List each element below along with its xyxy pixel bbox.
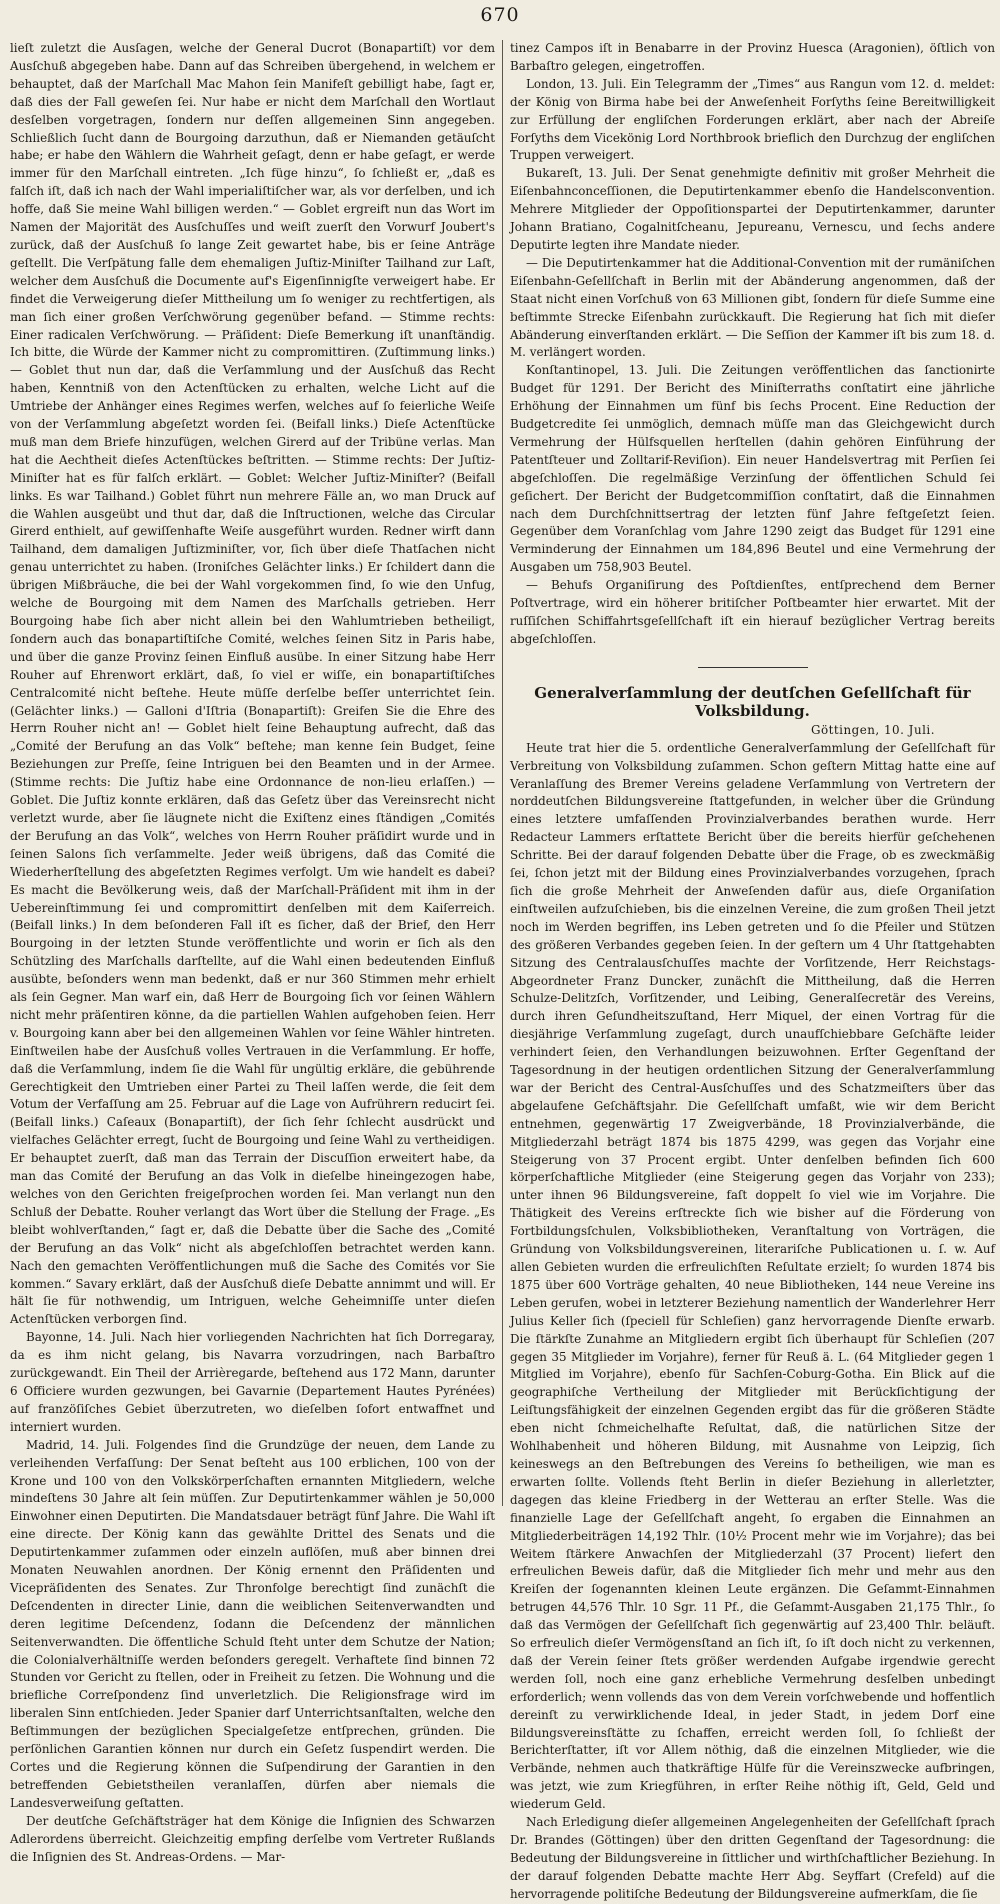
article-paragraph: London, 13. Juli. Ein Telegramm der „Times“ aus Rangun vom 12. d. meldet: der König von Birma habe bei der Anweſenheit Forſyths ſeine Bereitwilligkeit zur Erfüllung der engliſchen Forderungen erklärt, aber nach der Abreiſe Forſyths dem Vicekönig Lord Northbrook brieflich den Durchzug der engliſchen Truppen verweigert.	[510, 76, 995, 163]
article-paragraph: — Behufs Organiſirung des Poſtdienſtes, entſprechend dem Berner Poſtvertrage, wird ein höherer britiſcher Poſtbeamter hier erwartet. Mit der ruſſiſchen Schiffahrtsgeſellſchaft iſt ein hierauf bezüglicher Vertrag bereits abgeſchloſſen.	[510, 578, 995, 646]
article-paragraph: Nach Erledigung dieſer allgemeinen Angelegenheiten der Geſellſchaft ſprach Dr. Brandes (Göttingen) über den dritten Gegenſtand der Tagesordnung: die Bedeutung der Bildungsvereine in ſittlicher und wirthſchaftlicher Beziehung. In der darauf folgenden Debatte machte Herr Abg. Seyffart (Crefeld) auf die hervorragende politiſche Bedeutung der Bildungsvereine aufmerkſam, die ſie	[510, 1815, 995, 1901]
article-paragraph: lieſt zuletzt die Ausſagen, welche der General Ducrot (Bonapartiſt) vor dem Ausſchuß abgegeben habe. Dann auf das Schreiben übergehend, in welchem er behauptet, daß der Marſchall Mac Mahon ſein Manifeſt gebilligt habe, ſagt er, daß dies der Fall geweſen ſei. Nur habe er nicht dem Marſchall den Wortlaut desſelben vorgetragen, ſondern nur deſſen allgemeinen Sinn angegeben. Schließlich ſucht dann de Bourgoing darzuthun, daß er Niemanden getäuſcht habe; er habe den Wählern die Wahrheit geſagt, denn er habe geſagt, er werde immer für den Marſchall eintreten. „Ich füge hinzu“, ſo ſchließt er, „daß es falſch iſt, daß ich nach der Wahl imperialiſtiſcher war, als vor derſelben, und ich hoffe, daß Sie meine Wahl billigen werden.“ — Goblet ergreift nun das Wort im Namen der Majorität des Ausſchuſſes und weiſt zuerſt den Vorwurf Joubert's zurück, daß der Ausſchuß ſo lange Zeit gewartet habe, bis er ſeine Anträge geſtellt. Die Verſpätung falle dem ehemaligen Juſtiz-Miniſter Tailhand zur Laſt, welcher dem Ausſchuß die Documente auf's Eigenſinnigſte verweigert habe. Er findet die Verweigerung dieſer Mittheilung um ſo weniger zu rechtfertigen, als man ſich einer großen Verſchwörung gegenüber befand. — Stimme rechts: Einer radicalen Verſchwörung. — Präſident: Dieſe Bemerkung iſt unanſtändig. Ich bitte, die Würde der Kammer nicht zu compromittiren. (Zuſtimmung links.) — Goblet thut nun dar, daß die Verſammlung und der Ausſchuß das Recht haben, Kenntniß von den Actenſtücken zu erhalten, welche Licht auf die Umtriebe der Anhänger eines Regimes werfen, welches auf ſo feierliche Weiſe von der Verſammlung abgeſetzt worden ſei. (Beifall links.) Dieſe Actenſtücke muß man dem Briefe hinzufügen, welchen Girerd auf der Tribüne verlas. Man hat die Aechtheit dieſes Actenſtückes beſtritten. — Stimme rechts: Der Juſtiz-Miniſter hat es für falſch erklärt. — Goblet: Welcher Juſtiz-Miniſter? (Beifall links. Es war Tailhand.) Goblet führt nun mehrere Fälle an, wo man Druck auf die Wahlen ausgeübt und thut dar, daß die Inſtructionen, welche das Circular Girerd enthielt, auf gewiſſenhafte Weiſe ausgeführt wurden. Redner wirft dann Tailhand, dem damaligen Juſtizminiſter, vor, ſich über dieſe Thatſachen nicht genau unterrichtet zu haben. (Ironiſches Gelächter links.) Er ſchildert dann die übrigen Mißbräuche, die bei der Wahl vorgekommen ſind, ſo wie den Unfug, welche de Bourgoing mit dem Namen des Marſchalls getrieben. Herr Bourgoing habe ſich aber nicht allein bei den Wahlumtrieben betheiligt, ſondern auch das bonapartiſtiſche Comité, welches ſeinen Sitz in Paris habe, und über die ganze Provinz ſeinen Einfluß ausübe. In einer Sitzung habe Herr Rouher auf Ehrenwort erklärt, daß, ſo viel er wiſſe, ein bonapartiſtiſches Centralcomité nicht beſtehe. Heute müſſe derſelbe beſſer unterrichtet ſein. (Gelächter links.) — Galloni d'Iſtria (Bonapartiſt): Greifen Sie die Ehre des Herrn Rouher nicht an! — Goblet hielt ſeine Behauptung aufrecht, daß das „Comité der Berufung an das Volk“ beſtehe; man kenne ſein Budget, ſeine Beziehungen zur Preſſe, ſeine Intriguen bei den Beamten und in der Armee. (Stimme rechts: Die Juſtiz habe eine Ordonnance de non-lieu erlaſſen.) — Goblet. Die Juſtiz konnte erklären, daß das Geſetz über das Vereinsrecht nicht verletzt wurde, aber ſie läugnete nicht die Exiſtenz eines ſtändigen „Comités der Berufung an das Volk“, welches von Herrn Rouher präſidirt wurde und in ſeinen Salons ſich verſammelte. Jeder weiß übrigens, daß das Comité die Wiederherſtellung des abgeſetzten Regimes verfolgt. Um wie handelt es dabei? Es macht die Bevölkerung weis, daß der Marſchall-Präſident mit ihm in der Uebereinſtimmung ſei und compromittirt denſelben mit dem Kaiſerreich. (Beifall links.) In dem beſonderen Fall iſt es ſicher, daß der Brief, den Herr Bourgoing in der letzten Stunde veröffentlichte und worin er ſich als den Schützling des Marſchalls darſtellte, auf die Wahl einen bedeutenden Einfluß ausübte, beſonders wenn man bedenkt, daß er nur 360 Stimmen mehr erhielt als ſein Gegner. Man warf ein, daß Herr de Bourgoing ſich vor ſeinen Wählern nicht mehr präſentiren könne, da die partiellen Wahlen aufgehoben ſeien. Herr v. Bourgoing kann aber bei den allgemeinen Wahlen vor ſeine Wähler hintreten. Einſtweilen habe der Ausſchuß volles Vertrauen in die Verſammlung. Er hoffe, daß die Verſammlung, indem ſie die Wahl für ungültig erkläre, die gebührende Gerechtigkeit den Umtrieben einer Partei zu Theil laſſen werde, die ſeit dem Votum der Verfaſſung am 25. Februar auf die Lage von Aufrührern reducirt ſei. (Beifall links.) Caſeaux (Bonapartiſt), der ſich ſehr ſchlecht ausdrückt und vielfaches Gelächter erregt, ſucht de Bourgoing und ſeine Wahl zu vertheidigen. Er behauptet zuerſt, daß man das Terrain der Discuſſion erweitert habe, da man das Comité der Berufung an das Volk in dieſelbe hineingezogen habe, welches von den Gerichten freigeſprochen worden ſei. Man verlangt nun den Schluß der Debatte. Rouher verlangt das Wort über die Stellung der Frage. „Es bleibt wohlverſtanden,“ ſagt er, daß die Debatte über die Sache des „Comité der Berufung an das Volk“ nicht als abgeſchloſſen betrachtet werden kann. Nach den gemachten Veröffentlichungen muß die Sache des Comités vor Sie kommen.“ Savary erklärt, daß der Ausſchuß dieſe Debatte annimmt und will. Er hält ſie für nothwendig, um Intriguen, welche Geheimniſſe unter dieſen Actenſtücken verborgen ſind.	[10, 41, 495, 1327]
article-paragraph: Bayonne, 14. Juli. Nach hier vorliegenden Nachrichten hat ſich Dorregaray, da es ihm nicht gelang, bis Navarra vorzudringen, nach Barbaſtro zurückgewandt. Ein Theil der Arrièregarde, beſtehend aus 172 Mann, darunter 6 Officiere wurden gezwungen, bei Gavarnie (Departement Hautes Pyrénées) auf franzöſiſches Gebiet überzutreten, wo dieſelben ſofort entwaffnet und interniert wurden.	[10, 1330, 495, 1434]
right-column	[510, 40, 995, 1901]
column-divider	[502, 40, 503, 1506]
section-byline: Göttingen, 10. Juli.	[810, 722, 935, 737]
article-paragraph: tinez Campos iſt in Benabarre in der Provinz Huesca (Aragonien), öſtlich von Barbaſtro gelegen, eingetroffen.	[510, 41, 995, 73]
article-paragraph: Madrid, 14. Juli. Folgendes ſind die Grundzüge der neuen, dem Lande zu verleihenden Verfaſſung: Der Senat beſteht aus 100 erblichen, 100 von der Krone und 100 von den Volkskörperſchaften ernannten Mitgliedern, welche mindeſtens 30 Jahre alt ſein müſſen. Zur Deputirtenkammer wählen je 50,000 Einwohner einen Deputirten. Die Mandatsdauer beträgt fünf Jahre. Die Wahl iſt eine directe. Der König kann das gewählte Drittel des Senats und die Deputirtenkammer zuſammen oder einzeln auflöſen, muß aber binnen drei Monaten Neuwahlen anordnen. Der König ernennt den Präſidenten und Vicepräſidenten des Senates. Zur Thronfolge berechtigt ſind zunächſt die Deſcendenten in directer Linie, dann die weiblichen Seitenverwandten und deren legitime Deſcendenz, ſodann die Deſcendenz der männlichen Seitenverwandten. Die öffentliche Schuld ſteht unter dem Schutze der Nation; die Colonialverhältniſſe werden beſonders geregelt. Verhaftete ſind binnen 72 Stunden vor Gericht zu ſtellen, oder in Freiheit zu ſetzen. Die Wohnung und die briefliche Correſpondenz ſind unverletzlich. Die Religionsfrage wird im liberalen Sinn entſchieden. Jeder Spanier darf Unterrichtsanſtalten, welche den Beſtimmungen der bezüglichen Specialgeſetze entſprechen, gründen. Die perſönlichen Garantien können nur durch ein Geſetz ſuspendirt werden. Die Cortes und die Regierung können die Suſpendirung der Garantien in den betreffenden Gebietstheilen veranlaſſen, dürfen aber niemals die Landesverweiſung geſtatten.	[10, 1437, 495, 1810]
article-paragraph: Der deutſche Geſchäftsträger hat dem Könige die Inſignien des Schwarzen Adlerordens überreicht. Gleichzeitig empfing derſelbe vom Vertreter Rußlands die Inſignien des St. Andreas-Ordens. — Mar-	[10, 1813, 495, 1864]
section-separator	[698, 667, 808, 668]
left-column	[10, 40, 495, 1864]
section-heading: Generalverſammlung der deutſchen Geſellſchaft für Volksbildung.	[534, 683, 971, 720]
article-paragraph: Heute trat hier die 5. ordentliche Generalverſammlung der Geſellſchaft für Verbreitung von Volksbildung zuſammen. Schon geſtern Mittag hatte eine auf Veranlaſſung des Bremer Vereins geladene Verſammlung von Vertretern der norddeutſchen Bildungsvereine ſtattgefunden, in welcher über die Gründung eines letztere umfaſſenden Provinzialverbandes berathen wurde. Herr Redacteur Lammers erſtattete Bericht über die bereits hierfür geſchehenen Schritte. Bei der darauf folgenden Debatte über die Frage, ob es zweckmäßig ſei, ſchon jetzt mit der Bildung eines Provinzialverbandes vorzugehen, ſprach ſich die große Mehrheit der Anweſenden dafür aus, dieſe Organiſation einſtweilen aufzuſchieben, bis die einzelnen Vereine, die zum großen Theil jetzt noch im Werden begriffen, ins Leben getreten und ſo die Pfeiler und Stützen des größeren Verbandes gegeben ſeien. In der geſtern um 4 Uhr ſtattgehabten Sitzung des Centralausſchuſſes machte der Vorſitzende, Herr Reichstags-Abgeordneter Franz Duncker, zunächſt die Mittheilung, daß die Herren Schulze-Delitzſch, Vorſitzender, und Leibing, Generalſecretär des Vereins, durch ihren Geſundheitszuſtand, Herr Miquel, der einen Vortrag für die diesjährige Verſammlung zugeſagt, durch unaufſchiebbare Geſchäfte leider verhindert ſeien, den Verhandlungen beizuwohnen. Erſter Gegenſtand der Tagesordnung in der heutigen ordentlichen Sitzung der Generalverſammlung war der Bericht des Central-Ausſchuſſes und des Schatzmeiſters über das abgelaufene Geſchäftsjahr. Die Geſellſchaft umfaßt, wie wir dem Bericht entnehmen, gegenwärtig 17 Zweigverbände, 18 Provinzialverbände, die Mitgliederzahl beträgt 1874 bis 1875 4299, was gegen das Vorjahr eine Steigerung von 37 Procent ergibt. Unter denſelben befinden ſich 600 körperſchaftliche Mitglieder (eine Steigerung gegen das Vorjahr von 233); unter ihnen 96 Bildungsvereine, faſt doppelt ſo viel wie im Vorjahre. Die Thätigkeit des Vereins erſtreckte ſich wie bisher auf die Förderung von Fortbildungsſchulen, Volksbibliotheken, Veranſtaltung von Vorträgen, die Gründung von Volksbildungsvereinen, literariſche Publicationen u. ſ. w. Auf allen Gebieten wurden die erfreulichſten Reſultate erzielt; ſo wurden 1874 bis 1875 über 600 Vorträge gehalten, 40 neue Bibliotheken, 144 neue Vereine ins Leben gerufen, wobei in letzterer Beziehung namentlich der Wanderlehrer Herr Julius Keller ſich (ſpeciell für Schleſien) ganz hervorragende Dienſte erwarb. Die ſtärkſte Zunahme an Mitgliedern ergibt ſich überhaupt für Schleſien (207 gegen 35 Mitglieder im Vorjahre), ferner für Reuß ä. L. (64 Mitglieder gegen 1 Mitglied im Vorjahre), ebenſo für Sachſen-Coburg-Gotha. Ein Blick auf die geographiſche Vertheilung der Mitglieder mit Berückſichtigung der Leiſtungsfähigkeit der einzelnen Gegenden ergibt das für die größeren Städte eben nicht ſchmeichelhafte Reſultat, daß, die natürlichen Sitze der Wohlhabenheit und höheren Bildung, mit Ausnahme von Leipzig, ſich keineswegs an den Beſtrebungen des Vereins ſo betheiligen, wie man es erwarten ſollte. Vollends ſteht Berlin in dieſer Beziehung in allerletzter, dagegen das kleine Friedberg in der Wetterau an erſter Stelle. Was die finanzielle Lage der Geſellſchaft angeht, ſo ergaben die Einnahmen an Mitgliederbeiträgen 14,192 Thlr. (10½ Procent mehr wie im Vorjahre); das bei Weitem ſtärkere Anwachſen der Mitgliederzahl (37 Procent) liefert den erfreulichen Beweis dafür, daß die Mitglieder ſich mehr und mehr aus den Kreiſen der ſogenannten kleinen Leute ergänzen. Die Geſammt-Einnahmen betrugen 44,576 Thlr. 10 Sgr. 11 Pf., die Geſammt-Ausgaben 21,175 Thlr., ſo daß das Vermögen der Geſellſchaft ſich gegenwärtig auf 23,400 Thlr. beläuft. So erfreulich dieſer Vermögensſtand an ſich iſt, ſo iſt doch nicht zu verkennen, daß der Verein ſeiner ſtets größer werdenden Aufgabe irgendwie gerecht werden ſoll, noch eine ganz erhebliche Vermehrung desſelben unbedingt erforderlich; wenn vollends das von dem Verein vorſchwebende und hoffentlich dereinſt zu verwirklichende Ideal, in jeder Stadt, in jedem Dorf eine Bildungsvereinsſtätte zu ſchaffen, erreicht werden ſoll, ſo ſchließt der Berichterſtatter, iſt vor Allem nöthig, daß die einzelnen Mitglieder, wie die Verbände, nehmen auch thatkräftige Hülfe für die Vereinszwecke aufbringen, was jetzt, wie zum Kriegführen, in erſter Reihe nöthig iſt, Geld, Geld und wiederum Geld.	[510, 740, 995, 1812]
article-paragraph: — Die Deputirtenkammer hat die Additional-Convention mit der rumäniſchen Eiſenbahn-Geſellſchaft in Berlin mit der Abänderung angenommen, daß der Staat nicht einen Vorſchuß von 63 Millionen gibt, ſondern für dieſe Summe eine beſtimmte Strecke Eiſenbahn zurückkauft. Die Regierung hat ſich mit dieſer Abänderung einverſtanden erklärt. — Die Seſſion der Kammer iſt bis zum 18. d. M. verlängert worden.	[510, 255, 995, 360]
article-paragraph: Bukareſt, 13. Juli. Der Senat genehmigte definitiv mit großer Mehrheit die Eiſenbahnconceſſionen, die Deputirtenkammer ebenſo die Handelsconvention. Mehrere Mitglieder der Oppoſitionspartei der Deputirtenkammer, darunter Johann Bratiano, Cogalnitſcheanu, Jepureanu, Vernescu, und ſechs andere Deputirte legten ihre Mandate nieder.	[510, 166, 995, 252]
article-paragraph: Konſtantinopel, 13. Juli. Die Zeitungen veröffentlichen das ſanctionirte Budget für 1291. Der Bericht des Miniſterraths conſtatirt eine jährliche Erhöhung der Einnahmen um fünf bis ſechs Procent. Eine Reduction der Budgetcredite ſei unmöglich, demnach müſſe man das Gleichgewicht durch Vermehrung der Hülfsquellen herſtellen (dahin gehören Einführung der Patentſteuer und Zolltarif-Reviſion). Ein neuer Handelsvertrag mit Perſien ſei abgeſchloſſen. Die regelmäßige Verzinſung der öffentlichen Schuld ſei geſichert. Der Bericht der Budgetcommiſſion conſtatirt, daß die Einnahmen nach dem Durchſchnittsertrag der letzten fünf Jahre feſtgeſetzt ſeien. Gegenüber dem Voranſchlag vom Jahre 1290 zeigt das Budget für 1291 eine Verminderung der Einnahmen um 184,896 Beutel und eine Vermehrung der Ausgaben um 758,903 Beutel.	[510, 363, 995, 575]
page-number: 670	[480, 4, 520, 26]
